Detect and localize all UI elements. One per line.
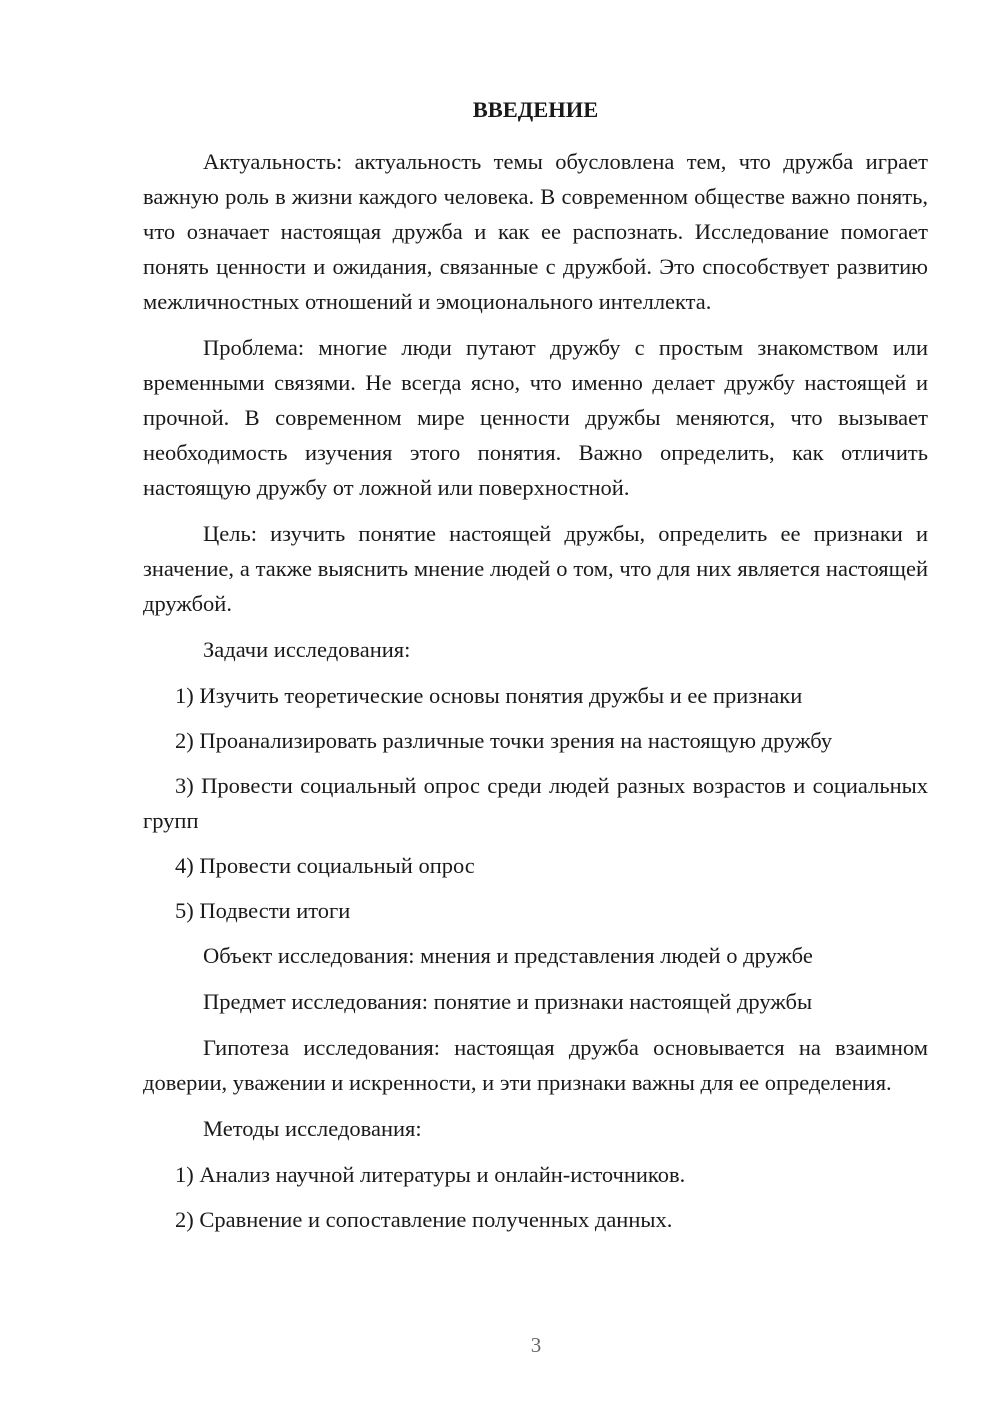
- document-page: [143, 92, 928, 1247]
- task-item-3: 3) Провести социальный опрос среди людей разных возрастов и социальных групп: [143, 773, 928, 833]
- paragraph-problem: Проблема: многие люди путают дружбу с простым знакомством или временными связями. Не всегда ясно, что именно делает дружбу настоящей и прочной. В современном мире ценности дружбы меняются, что вызывает необходимость изучения этого понятия. Важно определить, как отличить настоящую дружбу от ложной или поверхностной.: [143, 335, 928, 500]
- task-item-2: 2) Проанализировать различные точки зрения на настоящую дружбу: [175, 728, 833, 753]
- page-title: ВВЕДЕНИЕ: [472, 97, 599, 122]
- research-object: Объект исследования: мнения и представления людей о дружбе: [203, 943, 813, 968]
- task-item-1: 1) Изучить теоретические основы понятия дружбы и ее признаки: [175, 683, 803, 708]
- paragraph-goal: Цель: изучить понятие настоящей дружбы, определить ее признаки и значение, а также выяснить мнение людей о том, что для них является настоящей дружбой.: [143, 521, 928, 616]
- task-item-5: 5) Подвести итоги: [175, 898, 351, 923]
- method-item-2: 2) Сравнение и сопоставление полученных данных.: [175, 1207, 673, 1232]
- tasks-label: Задачи исследования:: [203, 637, 411, 662]
- paragraph-relevance: Актуальность: актуальность темы обусловлена тем, что дружба играет важную роль в жизни каждого человека. В современном обществе важно понять, что означает настоящая дружба и как ее распознать. Исследование помогает понять ценности и ожидания, связанные с дружбой. Это способствует развитию межличностных отношений и эмоционального интеллекта.: [143, 149, 928, 314]
- research-subject: Предмет исследования: понятие и признаки настоящей дружбы: [203, 989, 813, 1014]
- page-number: 3: [530, 1333, 542, 1357]
- method-item-1: 1) Анализ научной литературы и онлайн-источников.: [175, 1162, 686, 1187]
- task-item-4: 4) Провести социальный опрос: [175, 853, 475, 878]
- methods-label: Методы исследования:: [203, 1116, 422, 1141]
- research-hypothesis: Гипотеза исследования: настоящая дружба основывается на взаимном доверии, уважении и искренности, и эти признаки важны для ее определения.: [143, 1035, 928, 1095]
